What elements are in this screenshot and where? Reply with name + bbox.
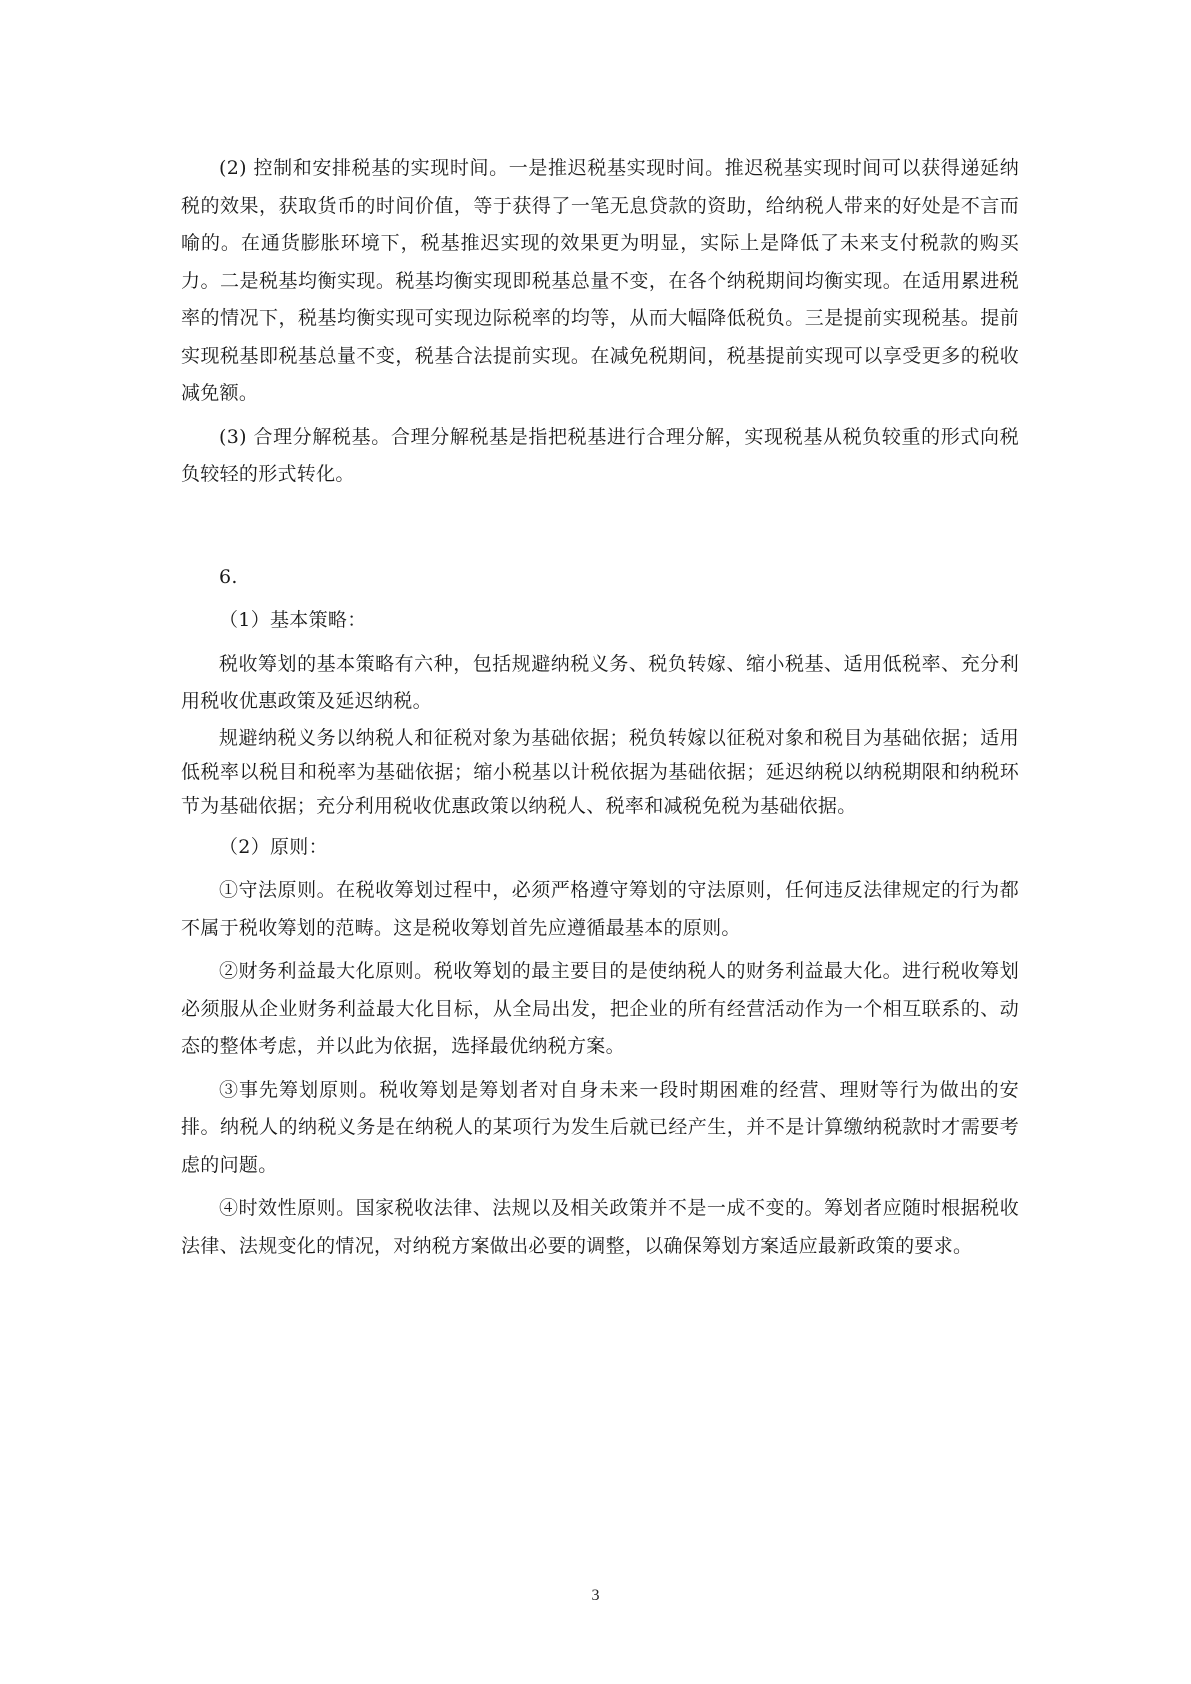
page-content — [181, 150, 1019, 1265]
subheading-basic-strategy: （1）基本策略： — [219, 609, 367, 631]
paragraph-tax-base-decomposition: (3) 合理分解税基。合理分解税基是指把税基进行合理分解，实现税基从税负较重的形式向税负较轻的形式转化。 — [181, 425, 1019, 485]
section-number: 6. — [219, 565, 238, 588]
paragraph-principle-legality: ①守法原则。在税收筹划过程中，必须严格遵守筹划的守法原则，任何违反法律规定的行为都不属于税收筹划的范畴。这是税收筹划首先应遵循最基本的原则。 — [181, 879, 1019, 939]
paragraph-tax-base-timing: (2) 控制和安排税基的实现时间。一是推迟税基实现时间。推迟税基实现时间可以获得递延纳税的效果，获取货币的时间价值，等于获得了一笔无息贷款的资助，给纳税人带来的好处是不言而喻的。在通货膨胀环境下，税基推迟实现的效果更为明显，实际上是降低了未来支付税款的购买力。二是税基均衡实现。税基均衡实现即税基总量不变，在各个纳税期间均衡实现。在适用累进税率的情况下，税基均衡实现可实现边际税率的均等，从而大幅降低税负。三是提前实现税基。提前实现税基即税基总量不变，税基合法提前实现。在减免税期间，税基提前实现可以享受更多的税收减免额。 — [181, 157, 1019, 404]
paragraph-principle-financial-benefit: ②财务利益最大化原则。税收筹划的最主要目的是使纳税人的财务利益最大化。进行税收筹划必须服从企业财务利益最大化目标，从全局出发，把企业的所有经营活动作为一个相互联系的、动态的整体考虑，并以此为依据，选择最优纳税方案。 — [181, 960, 1019, 1057]
page-number: 3 — [591, 1587, 600, 1604]
paragraph-principle-advance-planning: ③事先筹划原则。税收筹划是筹划者对自身未来一段时期困难的经营、理财等行为做出的安排。纳税人的纳税义务是在纳税人的某项行为发生后就已经产生，并不是计算缴纳税款时才需要考虑的问题。 — [181, 1078, 1019, 1176]
paragraph-strategy-basis: 规避纳税义务以纳税人和征税对象为基础依据；税负转嫁以征税对象和税目为基础依据；适用低税率以税目和税率为基础依据；缩小税基以计税依据为基础依据；延迟纳税以纳税期限和纳税环节为基础依据；充分利用税收优惠政策以纳税人、税率和减税免税为基础依据。 — [181, 726, 1019, 817]
paragraph-basic-strategies: 税收筹划的基本策略有六种，包括规避纳税义务、税负转嫁、缩小税基、适用低税率、充分利用税收优惠政策及延迟纳税。 — [181, 652, 1019, 712]
subheading-principles: （2）原则： — [219, 835, 328, 858]
paragraph-principle-timeliness: ④时效性原则。国家税收法律、法规以及相关政策并不是一成不变的。筹划者应随时根据税收法律、法规变化的情况，对纳税方案做出必要的调整，以确保筹划方案适应最新政策的要求。 — [181, 1197, 1019, 1257]
